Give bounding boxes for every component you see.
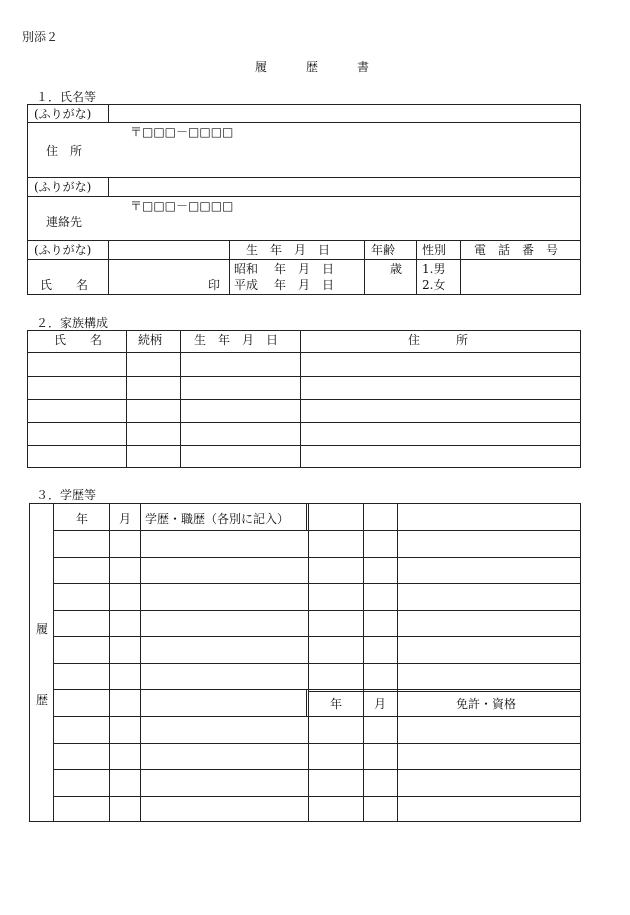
address-label: 住 所: [46, 144, 83, 158]
license-year-header: 年: [330, 697, 343, 711]
furigana-label-3: (ふりがな): [34, 243, 92, 257]
section3-heading: ３．学歴等: [36, 488, 97, 502]
relation-header: 続柄: [138, 333, 163, 347]
family-dob-header: 生 年 月 日: [194, 333, 279, 347]
era-showa: 昭和: [234, 262, 259, 276]
history-year-header: 年: [76, 512, 89, 526]
history-month-header: 月: [119, 512, 132, 526]
family-address-header: 住 所: [408, 333, 469, 347]
title-char-2: 歴: [306, 60, 319, 74]
seal-mark: 印: [208, 278, 221, 292]
furigana-label-2: (ふりがな): [34, 180, 92, 194]
history-header: 学歴・職歴（各別に記入）: [145, 512, 290, 526]
sex-male: 1.男: [422, 262, 446, 276]
postal-code: 〒□□□－□□□□: [130, 125, 234, 139]
sex-header: 性別: [422, 243, 447, 257]
title-char-3: 書: [357, 60, 370, 74]
sex-female: 2.女: [422, 278, 446, 292]
ymd-showa: 年 月 日: [274, 262, 335, 276]
section2-heading: ２．家族構成: [36, 316, 109, 330]
side-label-2: 歴: [36, 693, 49, 707]
era-heisei: 平成: [234, 278, 259, 292]
side-label-1: 履: [36, 622, 49, 636]
doc-label: 別添２: [22, 30, 59, 44]
age-unit: 歳: [390, 262, 403, 276]
age-header: 年齢: [371, 243, 396, 257]
ymd-heisei: 年 月 日: [274, 278, 335, 292]
postal-code-2: 〒□□□－□□□□: [130, 199, 234, 213]
license-header: 免許・資格: [456, 697, 517, 711]
name-label: 氏 名: [40, 278, 89, 292]
section1-heading: １．氏名等: [36, 90, 97, 104]
family-name-header: 氏 名: [54, 333, 103, 347]
furigana-label: (ふりがな): [34, 107, 92, 121]
phone-header: 電 話 番 号: [474, 243, 559, 257]
dob-header: 生 年 月 日: [246, 243, 331, 257]
license-month-header: 月: [374, 697, 387, 711]
contact-label: 連絡先: [46, 215, 83, 229]
title-char-1: 履: [255, 60, 268, 74]
